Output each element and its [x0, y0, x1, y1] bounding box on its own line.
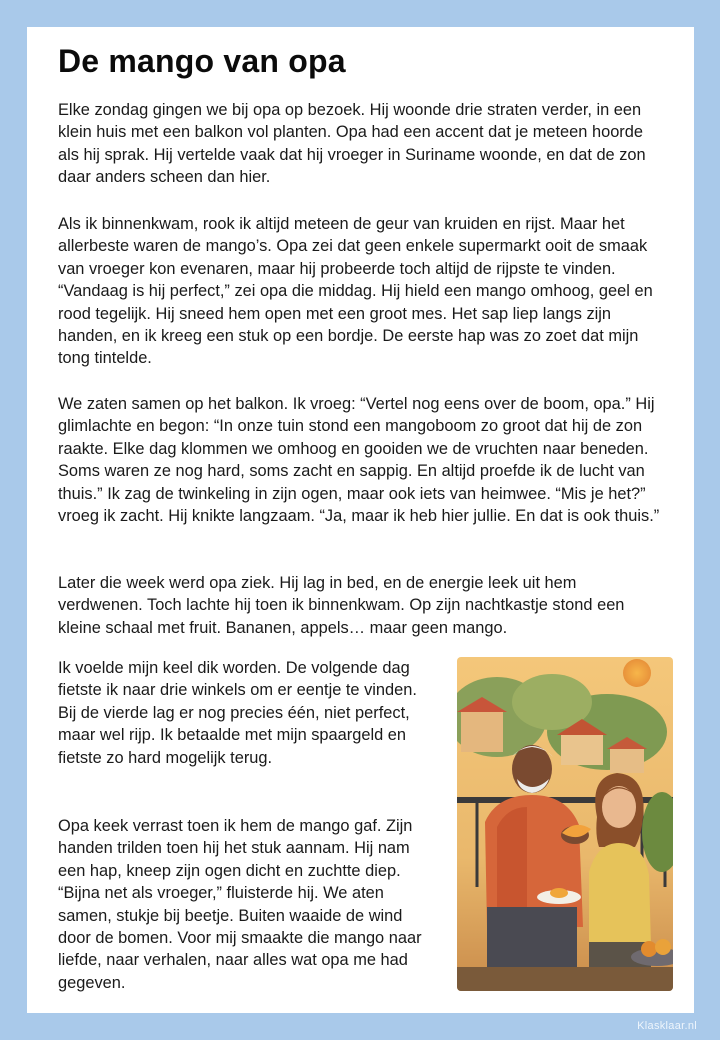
story-illustration — [457, 657, 673, 991]
sun-icon — [623, 659, 651, 687]
brand-watermark: Klasklaar.nl — [637, 1020, 697, 1032]
paragraph-5: Ik voelde mijn keel dik worden. De volgende dag fietste ik naar drie winkels om er eentje te vinden. Bij de vierde lag er nog precies één, niet perfect, maar wel rijp. Ik betaalde met mijn spaargeld en fietste zo hard mogelijk terug. — [58, 659, 417, 767]
paragraph-6: Opa keek verrast toen ik hem de mango gaf. Zijn handen trilden toen hij het stuk aannam. Hij nam een hap, kneep zijn ogen dicht en zuchtte diep. “Bijna net als vroeger,” fluisterde hij. We aten samen, stukje bij beetje. Buiten waaide de wind door de bomen. Voor mij smaakte die mango naar liefde, naar verhalen, naar alles wat opa me had gegeven. — [58, 817, 422, 992]
paragraph-1: Elke zondag gingen we bij opa op bezoek. Hij woonde drie straten verder, in een klein huis met een balkon vol planten. Opa had een accent dat je meteen hoorde als hij sprak. Hij vertelde vaak dat hij vroeger in Suriname woonde, en dat de zon daar anders scheen dan hier. — [58, 101, 646, 187]
paragraph-3: We zaten samen op het balkon. Ik vroeg: “Vertel nog eens over de boom, opa.” Hij glimlachte en begon: “In onze tuin stond een mangoboom zo groot dat hij de zon raakte. Elke dag klommen we omhoog en gooiden we de vruchten naar beneden. Soms waren ze nog hard, soms zacht en sappig. En altijd proefde ik de lucht van thuis.” Ik zag de twinkeling in zijn ogen, maar ook iets van heimwee. “Mis je het?” vroeg ik zacht. Hij knikte langzaam. “Ja, maar ik heb hier jullie. En dat is ook thuis.” — [58, 395, 660, 526]
story-title: De mango van opa — [58, 43, 346, 79]
grandpa-and-girl-illustration — [457, 657, 673, 991]
paragraph-2: Als ik binnenkwam, rook ik altijd meteen de geur van kruiden en rijst. Maar het allerbeste waren de mango’s. Opa zei dat geen enkele supermarkt ooit de smaak van vroeger kon evenaren, maar hij probeerde toch altijd de rijpste te vinden. “Vandaag is hij perfect,” zei opa die middag. Hij hield een mango omhoog, geel en rood tegelijk. Hij sneed hem open met een groot mes. Het sap liep langs zijn handen, en ik kreeg een stuk op een bordje. De eerste hap was zo zoet dat mijn tong tintelde. — [58, 215, 653, 368]
worksheet-page — [27, 27, 694, 1013]
paragraph-4: Later die week werd opa ziek. Hij lag in bed, en de energie leek uit hem verdwenen. Toch lachte hij toen ik binnenkwam. Op zijn nachtkastje stond een kleine schaal met fruit. Bananen, appels… maar geen mango. — [58, 574, 625, 637]
